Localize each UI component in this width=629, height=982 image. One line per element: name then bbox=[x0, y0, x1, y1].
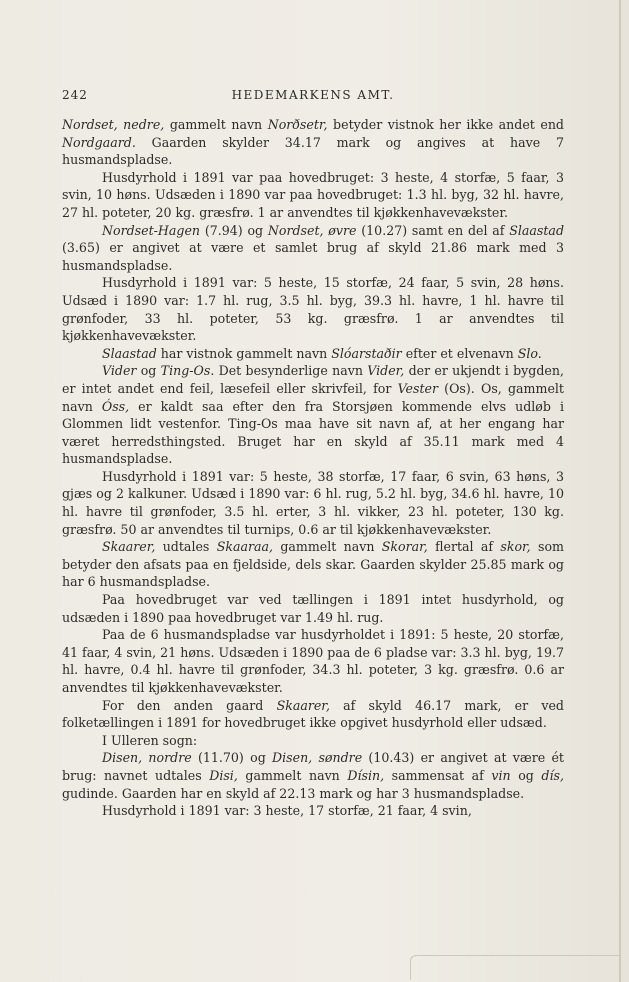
italic-term: Óss, bbox=[101, 398, 130, 414]
italic-term: Vider bbox=[102, 363, 137, 379]
text-run: (11.70) og bbox=[191, 750, 273, 766]
running-header bbox=[62, 88, 564, 104]
italic-term: Norðsetr, bbox=[267, 117, 328, 132]
text-run: betyder vistnok her ikke andet end bbox=[327, 117, 564, 132]
paragraph-p1 bbox=[62, 116, 564, 169]
text-run: I Ulleren sogn: bbox=[102, 732, 198, 748]
italic-term: Vider, bbox=[367, 363, 405, 379]
italic-term: skor, bbox=[500, 539, 531, 555]
italic-term: Vester bbox=[397, 380, 438, 396]
italic-term: Slaastad bbox=[102, 345, 157, 361]
italic-term: Skorar, bbox=[381, 539, 428, 555]
text-run: Husdyrhold i 1891 var: 5 heste, 38 storfæ, 17 faar, 6 svin, 63 høns, 3 gjæs og 2 kalkuner. Udsæd i 1890 var: 6 hl. rug, 5.2 hl. byg, 34.6 hl. havre, 10 hl. havre til grønfoder, 3.5 hl. erter, 3 hl. vikker, 23 hl. poteter, 130 kg. græsfrø. 50 ar anvendtes til turnips, 0.6 ar til kjøkkenhavevækster. bbox=[62, 468, 564, 537]
page-number: 242 bbox=[62, 88, 88, 102]
italic-term: Skaarer, bbox=[102, 539, 156, 555]
text-run: gudinde. Gaarden har en skyld af 22.13 mark og har 3 husmandspladse. bbox=[62, 785, 525, 801]
italic-term: Slo. bbox=[517, 345, 542, 361]
text-run: (7.94) og bbox=[200, 222, 268, 238]
text-run: Det besynderlige navn bbox=[214, 363, 368, 379]
text-run: Husdyrhold i 1891 var paa hovedbruget: 3 heste, 4 storfæ, 5 faar, 3 svin, 10 høns. Udsæden i 1890 var paa hovedbruget: 1.3 hl. byg, 32 hl. havre, 27 hl. poteter, 20 kg. græsfrø. 1 ar anvendtes til kjøkkenhavevækster. bbox=[62, 169, 564, 220]
text-run: (3.65) er angivet at være et samlet brug af skyld 21.86 mark med 3 husmandspladse. bbox=[62, 240, 564, 273]
text-run: af skyld 46.17 mark, er ved folketællingen i 1891 for hovedbruget ikke opgivet husdyrhold eller udsæd. bbox=[62, 697, 564, 731]
text-run: flertal af bbox=[427, 539, 501, 555]
italic-term: Ting-Os. bbox=[160, 363, 215, 379]
paragraph-p5 bbox=[62, 345, 564, 363]
italic-term: Nordgaard. bbox=[62, 134, 136, 150]
paragraph-p2 bbox=[62, 169, 564, 222]
italic-term: Disi, bbox=[209, 767, 238, 783]
paragraph-p10 bbox=[62, 626, 564, 696]
text-run: der er ukjendt i bygden, er intet andet end feil, læsefeil eller skrivfeil, for bbox=[62, 363, 564, 396]
italic-term: Disen, søndre bbox=[272, 750, 363, 766]
italic-term: Dísin, bbox=[347, 767, 385, 783]
text-run: For den anden gaard bbox=[102, 697, 277, 713]
text-run: Husdyrhold i 1891 var: 5 heste, 15 storfæ, 24 faar, 5 svin, 28 høns. Udsæd i 1890 var: 1.7 hl. rug, 3.5 hl. byg, 39.3 hl. havre, 1 hl. havre til grønfoder, 33 hl. poteter, 53 kg. græsfrø. 1 ar anvendtes til kjøkkenhavevækster. bbox=[62, 275, 564, 344]
text-run: Paa de 6 husmandspladse var husdyrholdet i 1891: 5 heste, 20 storfæ, 41 faar, 4 svin, 21 høns. Udsæden i 1890 paa de 6 pladse var: 3.3 hl. byg, 19.7 hl. havre, 0.4 hl. havre til grønfoder, 34.3 hl. poteter, 3 kg. græsfrø. 0.6 ar anvendtes til kjøkkenhavevækster. bbox=[62, 627, 564, 695]
text-run: gammelt navn bbox=[237, 767, 348, 783]
running-title: HEDEMARKENS AMT. bbox=[231, 88, 395, 102]
text-run: Husdyrhold i 1891 var: 3 heste, 17 storfæ, 21 faar, 4 svin, bbox=[102, 803, 472, 819]
italic-term: Nordset-Hagen bbox=[102, 222, 201, 238]
text-run: (10.43) er angivet at være ét brug: navnet udtales bbox=[62, 750, 564, 783]
italic-term: Nordset, øvre bbox=[267, 222, 357, 238]
paragraph-p7 bbox=[62, 468, 564, 538]
text-run: udtales bbox=[155, 539, 217, 555]
paragraph-p3 bbox=[62, 222, 564, 275]
paragraph-p11 bbox=[62, 697, 564, 732]
text-run: Gaarden skylder 34.17 mark og angives at have 7 husmandspladse. bbox=[62, 134, 564, 168]
library-stamp-outline bbox=[410, 955, 621, 980]
paragraph-p6 bbox=[62, 362, 564, 468]
italic-term: Nordset, nedre, bbox=[62, 117, 165, 132]
text-run: (10.27) samt en del af bbox=[356, 222, 510, 238]
text-run: og bbox=[510, 767, 542, 783]
italic-term: Skaaraa, bbox=[216, 539, 274, 555]
paragraph-p9 bbox=[62, 591, 564, 626]
text-run: sammensat af bbox=[384, 767, 492, 783]
italic-term: Skaarer, bbox=[276, 697, 330, 713]
text-run: Paa hovedbruget var ved tællingen i 1891 intet husdyrhold, og udsæden i 1890 paa hovedbruget var 1.49 hl. rug. bbox=[62, 592, 564, 625]
body-text bbox=[62, 116, 564, 820]
italic-term: Slaastad bbox=[509, 222, 564, 238]
italic-term: dís, bbox=[541, 767, 564, 783]
paragraph-p4 bbox=[62, 274, 564, 344]
text-run: er kaldt saa efter den fra Storsjøen kommende elvs udløb i Glommen lidt vestenfor. Ting-Os maa have sit navn af, at her engang har været herredsthingsted. Bruget har en skyld af 35.11 mark med 4 husmandspladse. bbox=[62, 398, 564, 467]
text-run: og bbox=[136, 363, 161, 379]
text-run: har vistnok gammelt navn bbox=[156, 345, 332, 361]
paragraph-p8 bbox=[62, 538, 564, 591]
paragraph-p14 bbox=[62, 802, 564, 820]
paragraph-p12 bbox=[62, 732, 564, 750]
italic-term: Slóarstaðir bbox=[331, 345, 402, 361]
text-run: efter et elvenavn bbox=[401, 345, 518, 361]
italic-term: vin bbox=[491, 767, 511, 783]
text-run: gammelt navn bbox=[273, 539, 382, 555]
page-edge bbox=[619, 0, 621, 982]
text-run: gammelt navn bbox=[164, 117, 268, 132]
italic-term: Disen, nordre bbox=[102, 750, 192, 766]
paragraph-p13 bbox=[62, 749, 564, 802]
text-run: som betyder den afsats paa en fjeldside, dels skar. Gaarden skylder 25.85 mark og har 6 husmandspladse. bbox=[62, 539, 564, 590]
text-run: (Os). Os, gammelt navn bbox=[62, 380, 564, 414]
